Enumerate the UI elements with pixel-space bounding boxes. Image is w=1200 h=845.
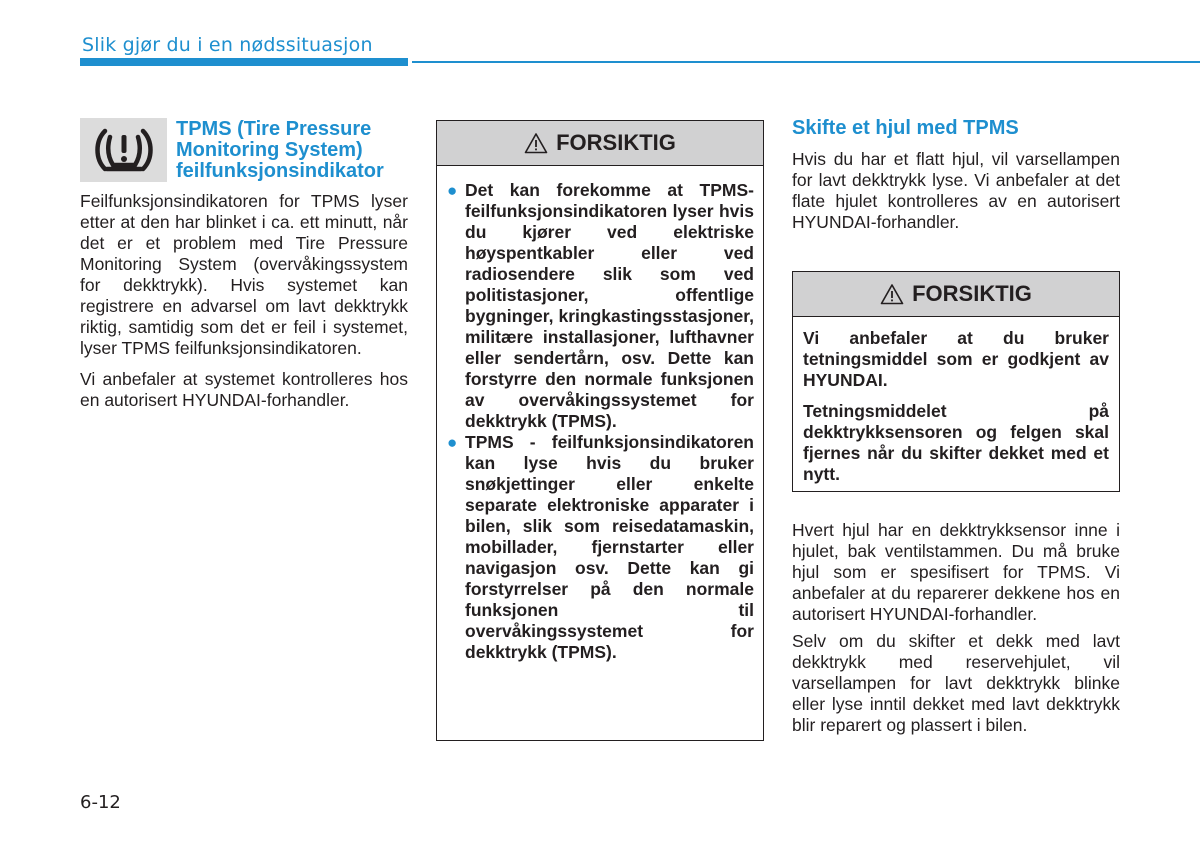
warning-triangle-icon (880, 283, 904, 305)
section1-body (80, 191, 408, 421)
caution-item-text: TPMS - feilfunksjonsindikatoren kan lyse hvis du bruker snøkjettinger eller enkelte separate elektroniske apparater i bilen, slik som reisedatamaskin, mobillader, fjernstarter eller navigasjon osv. Dette kan gi forstyrrelser på den normale funksjonen til overvåkingssystemet for dekktrykk (TPMS). (465, 432, 754, 662)
caution-box-2 (792, 271, 1120, 492)
caution-header (793, 272, 1119, 317)
header-rule-thick (80, 58, 408, 66)
header-title: Slik gjør du i en nødssituasjon (82, 34, 373, 56)
caution-label: FORSIKTIG (556, 130, 676, 155)
caution-item-text: Det kan forekomme at TPMS-feilfunksjonsindikatoren lyser hvis du kjører ved elektriske høyspentkabler eller ved radiosendere slik som ved politistasjoner, offentlige bygninger, kringkastingsstasjoner, militære installasjoner, lufthavner eller sendertårn, osv. Dette kan forstyrre den normale funksjonen av overvåkingssystemet for dekktrykk (TPMS). (465, 180, 754, 431)
caution-box-1 (436, 120, 764, 741)
caution-body (793, 317, 1119, 485)
caution-item (447, 180, 754, 432)
tpms-warning-icon (93, 125, 155, 175)
bullet-icon: ● (447, 433, 458, 452)
caution-item (447, 432, 754, 663)
caution-list (437, 180, 763, 663)
section2-paragraph: Hvert hjul har en dekktrykksensor inne i hjulet, bak ventilstammen. Du må bruke hjul som er spesifisert for TPMS. Vi anbefaler at du reparerer dekkene hos en autorisert HYUNDAI-forhandler. (792, 520, 1120, 624)
section2-intro: Hvis du har et flatt hjul, vil varsellampen for lavt dekktrykk lyse. Vi anbefaler at det flate hjulet kontrolleres av en autorisert HYUNDAI-forhandler. (792, 149, 1120, 232)
caution-header (437, 121, 763, 166)
page-number: 6-12 (80, 792, 121, 813)
section2-body (792, 520, 1120, 742)
bullet-icon: ● (447, 181, 458, 200)
caution-label: FORSIKTIG (912, 281, 1032, 306)
section2-title: Skifte et hjul med TPMS (792, 117, 1019, 139)
section1-title: TPMS (Tire Pressure Monitoring System) feilfunksjonsindikator (176, 118, 384, 182)
section1-paragraph: Feilfunksjonsindikatoren for TPMS lyser etter at den har blinket i ca. ett minutt, når det er et problem med Tire Pressure Monitoring System (overvåkingssystem for dekktrykk). Hvis systemet kan registrere en advarsel om lavt dekktrykk riktig, samtidig som det er feil i systemet, lyser TPMS feilfunksjonsindikatoren. (80, 191, 408, 358)
caution-paragraph: Vi anbefaler at du bruker tetningsmiddel som er godkjent av HYUNDAI. (803, 328, 1109, 390)
header-rule-thin (412, 61, 1200, 63)
section1-paragraph: Vi anbefaler at systemet kontrolleres hos en autorisert HYUNDAI-forhandler. (80, 369, 408, 410)
tpms-icon-box (80, 118, 167, 182)
section2-paragraph: Selv om du skifter et dekk med lavt dekktrykk med reservehjulet, vil varsellampen for lavt dekktrykk blinke eller lyse inntil dekket med lavt dekktrykk blir reparert og plassert i bilen. (792, 631, 1120, 735)
warning-triangle-icon (524, 132, 548, 154)
caution-paragraph: Tetningsmiddelet på dekktrykksensoren og felgen skal fjernes når du skifter dekket med et nytt. (803, 401, 1109, 484)
